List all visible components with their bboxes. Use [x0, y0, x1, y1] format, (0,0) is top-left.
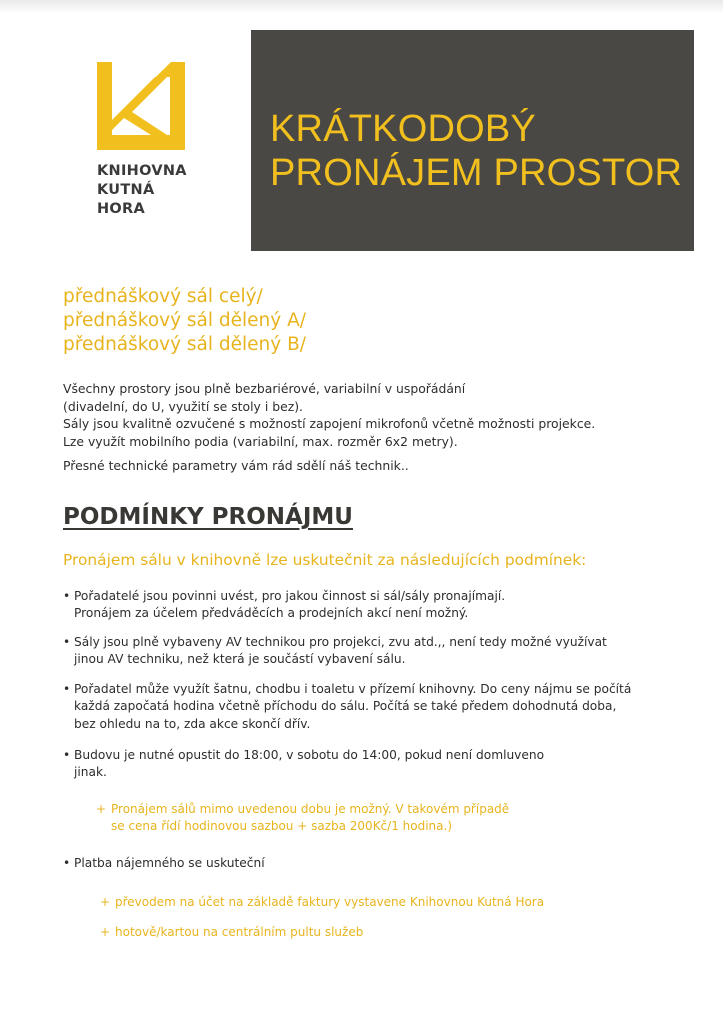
- title-line: KRÁTKODOBÝ: [270, 108, 536, 150]
- condition-item: [63, 588, 505, 623]
- logo-line: KNIHOVNA: [97, 163, 187, 179]
- logo-line: HORA: [97, 201, 146, 217]
- room-list: [63, 285, 306, 357]
- condition-line: bez ohledu na to, zda akce skončí dřív.: [74, 716, 311, 731]
- extra-note-line: Pronájem sálů mimo uvedenou dobu je možný. V takovém případě: [111, 802, 510, 816]
- bullet-icon: •: [63, 748, 71, 762]
- extra-note-line: se cena řídí hodinovou sazbou + sazba 200Kč/1 hodina.): [111, 819, 453, 834]
- intro-paragraph: [63, 380, 595, 450]
- conditions-heading: PODMÍNKY PRONÁJMU: [63, 504, 353, 530]
- payment-option: [100, 894, 544, 911]
- tech-note: Přesné technické parametry vám rád sdělí náš technik..: [63, 458, 409, 473]
- plus-icon: +: [96, 802, 107, 816]
- library-logo: [97, 62, 197, 219]
- condition-line: Pořadatelé jsou povinni uvést, pro jakou činnost si sál/sály pronajímají.: [74, 589, 506, 603]
- logo-wordmark: [97, 162, 197, 219]
- payment-item: [63, 855, 265, 872]
- extra-note: [96, 801, 509, 836]
- condition-line: Budovu je nutné opustit do 18:00, v sobotu do 14:00, pokud není domluveno: [74, 748, 545, 762]
- title-banner: [251, 30, 694, 251]
- payment-option-text: hotově/kartou na centrálním pultu služeb: [115, 925, 364, 939]
- payment-option-text: převodem na účet na základě faktury vystavene Knihovnou Kutná Hora: [115, 895, 545, 909]
- title-line: PRONÁJEM PROSTOR: [270, 152, 683, 194]
- payment-label: Platba nájemného se uskuteční: [74, 856, 265, 870]
- page-top-shadow: [0, 0, 723, 14]
- bullet-icon: •: [63, 856, 71, 870]
- condition-line: Sály jsou plně vybaveny AV technikou pro projekci, zvu atd.,, není tedy možné využívat: [74, 635, 607, 649]
- condition-line: jinak.: [74, 765, 107, 780]
- payment-option: [100, 924, 363, 941]
- conditions-subheading: Pronájem sálu v knihovně lze uskutečnit za následujících podmínek:: [63, 551, 587, 569]
- intro-line: Sály jsou kvalitně ozvučené s možností zapojení mikrofonů včetně možnosti projekce.: [63, 416, 596, 432]
- condition-line: jinou AV techniku, než která je součástí vybavení sálu.: [74, 652, 406, 667]
- condition-line: Pořadatel může využít šatnu, chodbu i toaletu v přízemí knihovny. Do ceny nájmu se počítá: [74, 682, 632, 696]
- plus-icon: +: [100, 925, 111, 939]
- condition-item: [63, 681, 631, 733]
- room-item: přednáškový sál dělený B/: [63, 334, 307, 355]
- condition-line: každá započatá hodina včetně příchodu do sálu. Počítá se také předem dohodnutá doba,: [74, 699, 617, 714]
- k-logo-icon: [97, 62, 185, 150]
- condition-item: [63, 747, 544, 782]
- intro-line: (divadelní, do U, využití se stoly i bez).: [63, 398, 303, 414]
- room-item: přednáškový sál celý/: [63, 286, 263, 307]
- condition-line: Pronájem za účelem předváděcích a prodejních akcí není možný.: [74, 606, 469, 621]
- bullet-icon: •: [63, 589, 71, 603]
- condition-item: [63, 634, 607, 669]
- bullet-icon: •: [63, 682, 71, 696]
- intro-line: Všechny prostory jsou plně bezbariérové, variabilní v uspořádání: [63, 381, 466, 396]
- logo-line: KUTNÁ: [97, 182, 155, 198]
- room-item: přednáškový sál dělený A/: [63, 310, 307, 331]
- plus-icon: +: [100, 895, 111, 909]
- page-title: [270, 107, 682, 195]
- intro-line: Lze využít mobilního podia (variabilní, max. rozměr 6x2 metry).: [63, 433, 458, 449]
- bullet-icon: •: [63, 635, 71, 649]
